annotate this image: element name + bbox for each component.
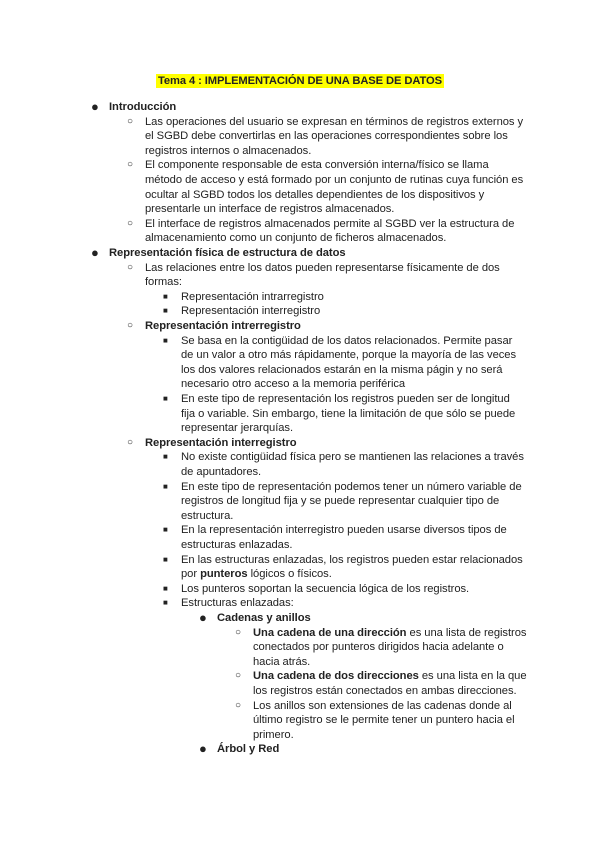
bold-term: Una cadena de una dirección	[253, 626, 407, 639]
text-segment: Representación intrarregistro	[181, 290, 324, 303]
text-segment: de apuntadores.	[181, 466, 262, 478]
text-line	[181, 450, 524, 465]
text-line	[181, 509, 233, 524]
square-bullet-icon: ■	[163, 306, 168, 316]
text-segment: Representación interregistro	[181, 305, 321, 318]
circle-bullet-icon: ○	[235, 699, 242, 711]
text-segment: registros de longitud fija y se puede representar cualquier tipo de	[181, 495, 500, 508]
text-line	[181, 494, 499, 509]
text-segment: almacenamiento como un conjunto de ficheros almacenados.	[145, 232, 447, 245]
section-heading	[145, 436, 297, 451]
text-segment: estructura.	[181, 509, 234, 522]
text-line	[145, 261, 500, 276]
text-segment: Las relaciones entre los datos pueden representarse físicamente de dos	[145, 261, 500, 274]
text-line	[145, 129, 508, 144]
text-segment: hacia atrás.	[253, 655, 311, 668]
text-line	[181, 465, 261, 480]
circle-bullet-icon: ○	[235, 626, 242, 638]
text-line	[181, 290, 324, 305]
text-segment: En las estructuras enlazadas, los registros pueden estar relacionados	[181, 553, 523, 566]
text-line	[181, 553, 523, 568]
text-segment: los registros están conectados en ambas direcciones.	[253, 685, 517, 697]
circle-bullet-icon: ○	[235, 670, 242, 682]
text-segment: lógicos o físicos.	[247, 568, 332, 581]
text-segment: Estructuras enlazadas:	[181, 597, 294, 610]
text-line	[253, 626, 526, 641]
square-bullet-icon: ■	[163, 554, 168, 564]
text-line	[181, 407, 515, 422]
square-bullet-icon: ■	[163, 583, 168, 593]
text-segment: representar jerarquías.	[181, 422, 294, 435]
text-segment: ocultar al SGBD todos los detalles dependientes de los dispositivos y	[145, 188, 485, 201]
text-line	[145, 115, 523, 130]
text-line	[181, 523, 507, 538]
text-line	[181, 334, 512, 349]
text-line	[145, 144, 311, 159]
circle-bullet-icon: ○	[127, 320, 134, 331]
square-bullet-icon: ■	[163, 525, 168, 535]
text-line	[181, 377, 405, 392]
section-heading	[217, 611, 311, 626]
text-line	[145, 158, 489, 173]
square-bullet-icon: ■	[163, 291, 168, 301]
text-segment: Representación interregistro	[145, 436, 297, 449]
text-line	[253, 640, 504, 655]
text-segment: Introducción	[109, 101, 177, 113]
document-title: Tema 4 : IMPLEMENTACIÓN DE UNA BASE DE DATOS	[157, 75, 442, 87]
square-bullet-icon: ■	[163, 452, 168, 462]
text-line	[253, 728, 294, 743]
text-segment: el SGBD debe convertirlas en las operaciones correspondientes sobre los	[145, 130, 508, 143]
text-segment: por	[181, 568, 201, 581]
text-segment: Cadenas y anillos	[217, 612, 311, 624]
text-segment: último registro se le permite tener un puntero hacia el	[253, 714, 515, 727]
text-segment: primero.	[253, 728, 294, 741]
disc-bullet-icon: ●	[199, 741, 207, 757]
text-segment: necesario otro acceso a la memoria periférica	[181, 378, 406, 391]
section-heading	[109, 100, 176, 115]
disc-bullet-icon: ●	[199, 610, 207, 625]
text-line	[145, 217, 514, 232]
square-bullet-icon: ■	[163, 598, 168, 608]
text-segment: El interface de registros almacenados permite al SGBD ver la estructura de	[145, 217, 515, 230]
text-segment: formas:	[145, 276, 182, 289]
text-segment: Los anillos son extensiones de las cadenas donde al	[253, 699, 512, 712]
text-segment: En la representación interregistro pueden usarse diversos tipos de	[181, 524, 507, 537]
text-segment: En este tipo de representación podemos tener un número variable de	[181, 480, 522, 493]
circle-bullet-icon: ○	[127, 261, 134, 273]
disc-bullet-icon: ●	[91, 245, 99, 260]
text-line	[253, 669, 527, 684]
circle-bullet-icon: ○	[127, 159, 134, 171]
section-heading	[145, 319, 301, 334]
text-segment: Representación física de estructura de datos	[109, 247, 346, 259]
text-segment: de un valor a otro más rápidamente, porque la mayoría de las veces	[181, 349, 516, 362]
circle-bullet-icon: ○	[127, 436, 134, 448]
text-segment: Representación intrerregistro	[145, 320, 301, 332]
square-bullet-icon: ■	[163, 481, 168, 491]
text-line	[181, 582, 469, 597]
text-segment: Se basa en la contigüidad de los datos relacionados. Permite pasar	[181, 334, 513, 347]
text-line	[145, 202, 394, 217]
text-segment: fija o variable. Sin embargo, tiene la limitación de que sólo se puede	[181, 407, 516, 420]
text-line	[145, 188, 484, 203]
text-line	[181, 596, 294, 611]
bold-term: punteros	[200, 568, 248, 581]
text-line	[253, 655, 310, 670]
square-bullet-icon: ■	[163, 335, 168, 345]
text-segment: El componente responsable de esta conversión interna/físico se llama	[145, 159, 489, 172]
section-heading	[217, 742, 279, 757]
text-line	[181, 304, 320, 319]
bold-term: Una cadena de dos direcciones	[253, 670, 419, 683]
text-segment: es una lista en la que	[418, 670, 527, 683]
text-line	[253, 699, 512, 714]
text-segment: los dos valores relacionados estarán en la misma págin y no será	[181, 363, 503, 376]
text-line	[181, 567, 332, 582]
text-line	[181, 538, 292, 553]
text-line	[145, 173, 523, 188]
text-line	[181, 480, 522, 495]
text-segment: Los punteros soportan la secuencia lógica de los registros.	[181, 582, 470, 595]
text-line	[181, 421, 293, 436]
text-line	[253, 684, 517, 699]
text-line	[253, 713, 515, 728]
text-line	[181, 348, 516, 363]
disc-bullet-icon: ●	[91, 99, 99, 114]
text-segment: Árbol y Red	[217, 743, 280, 756]
text-line	[145, 275, 182, 290]
circle-bullet-icon: ○	[127, 217, 134, 229]
text-segment: es una lista de registros	[406, 626, 527, 639]
text-segment: método de acceso y está formado por un conjunto de rutinas cuya función es	[145, 174, 524, 186]
section-heading	[109, 246, 346, 261]
text-line	[181, 392, 510, 407]
text-line	[181, 363, 502, 378]
text-segment: conectados por punteros dirigidos hacia adelante o	[253, 641, 504, 654]
text-segment: registros internos o almacenados.	[145, 144, 312, 157]
text-line	[145, 231, 446, 246]
text-segment: estructuras enlazadas.	[181, 539, 293, 551]
circle-bullet-icon: ○	[127, 115, 134, 127]
text-segment: Las operaciones del usuario se expresan en términos de registros externos y	[145, 115, 524, 128]
text-segment: presentarle un interface de registros almacenados.	[145, 203, 395, 216]
text-segment: No existe contigüidad física pero se mantienen las relaciones a través	[181, 451, 524, 464]
square-bullet-icon: ■	[163, 394, 168, 403]
text-segment: En este tipo de representación los registros pueden ser de longitud	[181, 393, 510, 405]
